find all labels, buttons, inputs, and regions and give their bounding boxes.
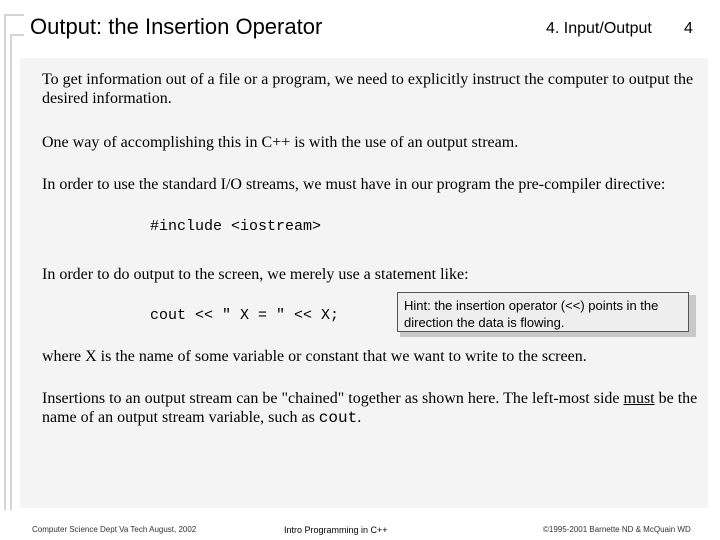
frame-left-line-2 <box>10 34 12 510</box>
frame-left-line-1 <box>4 14 6 510</box>
hint-box: Hint: the insertion operator (<<) points in the direction the data is flowing. <box>397 292 689 332</box>
footer-center: Intro Programming in C++ <box>284 525 388 535</box>
frame-top-line <box>4 14 24 16</box>
include-code: #include <iostream> <box>150 218 322 235</box>
frame-header-line <box>10 34 24 36</box>
footer-right: ©1995-2001 Barnette ND & McQuain WD <box>543 525 691 534</box>
cout-code: cout << " X = " << X; <box>150 307 340 324</box>
page-number: 4 <box>684 20 693 37</box>
cout-inline-code: cout <box>318 409 358 427</box>
chaining-text-2: be the name of an output stream variable, such as <box>42 390 698 426</box>
paragraph-where-x: where X is the name of some variable or constant that we want to write to the screen. <box>42 348 587 365</box>
paragraph-intro: To get information out of a file or a program, we need to explicitly instruct the computer to output the desired information. <box>42 71 694 107</box>
section-label: 4. Input/Output <box>546 20 652 37</box>
paragraph-screen-output: In order to do output to the screen, we merely use a statement like: <box>42 266 469 283</box>
must-word: must <box>623 390 655 407</box>
slide-title: Output: the Insertion Operator <box>30 14 323 39</box>
chaining-text-end: . <box>357 409 362 426</box>
chaining-text-1: Insertions to an output stream can be "chained" together as shown here. The left-most side <box>42 390 624 407</box>
paragraph-output-stream: One way of accomplishing this in C++ is with the use of an output stream. <box>42 134 519 151</box>
paragraph-directive: In order to use the standard I/O streams, we must have in our program the pre-compiler directive: <box>42 176 666 193</box>
footer-left: Computer Science Dept Va Tech August, 2002 <box>32 525 197 534</box>
paragraph-chaining <box>42 389 710 428</box>
